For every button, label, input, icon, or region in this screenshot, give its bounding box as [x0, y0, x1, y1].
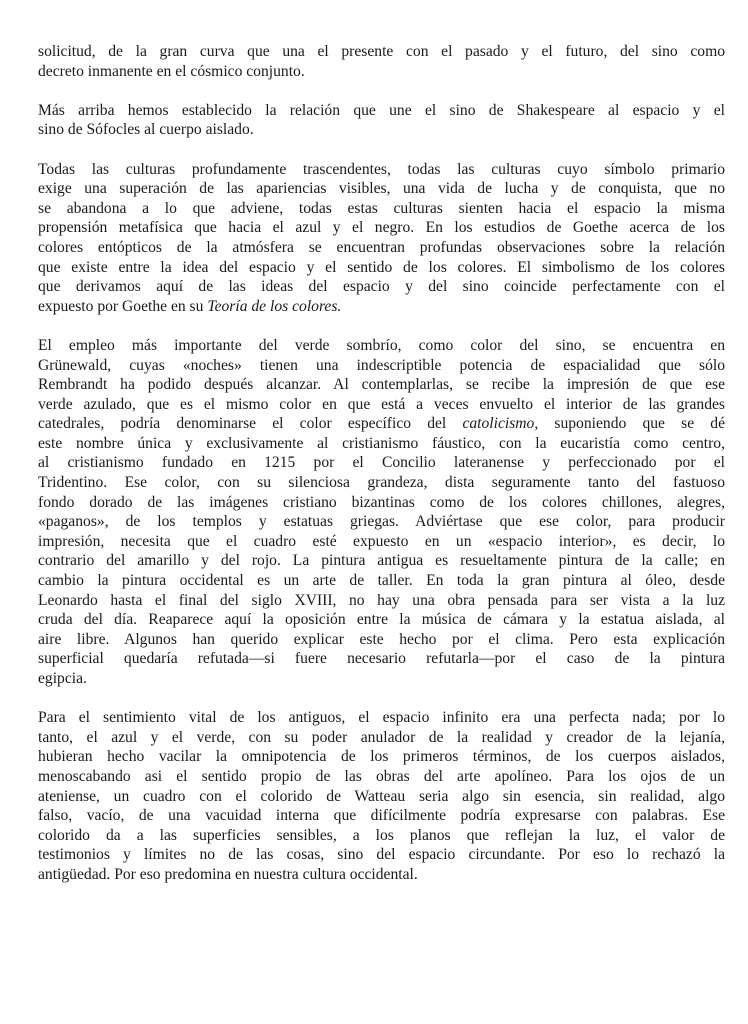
text-line: cruda del día. Reaparece aquí la oposición entre la música de cámara y la estatua aislada, al — [38, 611, 725, 629]
text-line: propensión metafísica que hacia el azul y el negro. En los estudios de Goethe acerca de los — [38, 219, 725, 237]
text-line: colorido da a las superficies sensibles, a los planos que reflejan la luz, el valor de — [38, 826, 725, 844]
text-line: Más arriba hemos establecido la relación que une el sino de Shakespeare al espacio y el — [38, 101, 725, 119]
text-line: al cristianismo fundado en 1215 por el Concilio lateranense y perfeccionado por el — [38, 454, 725, 472]
emphasis-italic: catolicismo, — [462, 415, 539, 433]
paragraph-5 — [38, 708, 725, 884]
text-line: que existe entre la idea del espacio y el sentido de los colores. El simbolismo de los colores — [38, 258, 725, 276]
text-span: catedrales, podría denominarse el color específico del — [38, 415, 463, 433]
text-line: falso, vacío, de una vacuidad interna que difícilmente podría expresarse con palabras. Ese — [38, 807, 725, 825]
text-line: impresión, necesita que el cuadro esté expuesto en un «espacio interior», es decir, lo — [38, 532, 725, 550]
paragraph-3 — [38, 160, 725, 317]
text-line: Tridentino. Ese color, con su silenciosa grandeza, dista seguramente tanto del fastuoso — [38, 474, 725, 492]
text-line: cambio la pintura occidental es un arte de taller. En toda la gran pintura al óleo, desde — [38, 572, 725, 590]
text-line: Para el sentimiento vital de los antiguos, el espacio infinito era una perfecta nada; por lo — [38, 709, 725, 727]
text-line — [38, 297, 725, 317]
text-line: superficial quedaría refutada—si fuere necesario refutarla—por el caso de la pintura — [38, 650, 725, 668]
text-line: testimonios y límites no de las cosas, sino del espacio circundante. Por eso lo rechazó la — [38, 846, 725, 864]
text-line: antigüedad. Por eso predomina en nuestra cultura occidental. — [38, 865, 418, 883]
text-line: ateniense, un cuadro con el colorido de Watteau seria algo sin esencia, sin realidad, algo — [38, 787, 725, 805]
text-line: Grünewald, cuyas «noches» tienen una indescriptible potencia de espacialidad que sólo — [38, 356, 725, 374]
text-line: hubieran hecho vacilar la omnipotencia de los primeros términos, de los cuerpos aislados, — [38, 748, 725, 766]
text-line: solicitud, de la gran curva que una el presente con el pasado y el futuro, del sino como — [38, 43, 725, 60]
text-line: tanto, el azul y el verde, con su poder anulador de la realidad y creador de la lejanía, — [38, 728, 725, 746]
book-title-italic: Teoría de los colores. — [207, 297, 342, 315]
text-line: exige una superación de las apariencias visibles, una vida de lucha y de conquista, que no — [38, 180, 725, 198]
text-line: contrario del amarillo y del rojo. La pintura antigua es resueltamente pintura de la calle; en — [38, 552, 725, 570]
document-page — [38, 42, 725, 904]
text-span: suponiendo que se dé — [538, 415, 726, 433]
text-line: Leonardo hasta el final del siglo XVIII, no hay una obra pensada para ser vista a la luz — [38, 591, 725, 609]
text-line: se abandona a lo que adviene, todas estas culturas sienten hacia el espacio la misma — [38, 199, 725, 217]
text-line: que derivamos aquí de las ideas del espacio y del sino coincide perfectamente con el — [38, 278, 725, 296]
text-line — [38, 414, 725, 434]
text-line: «paganos», de los templos y estatuas griegas. Adviértase que ese color, para producir — [38, 513, 725, 531]
text-line: aire libre. Algunos han querido explicar este hecho por el clima. Pero esta explicación — [38, 630, 725, 648]
text-line: este nombre única y exclusivamente al cristianismo fáustico, con la eucaristía como centro, — [38, 434, 725, 452]
text-line: egipcia. — [38, 670, 87, 687]
paragraph-2 — [38, 101, 725, 140]
text-line: verde azulado, que es el mismo color en que está a veces envuelto el interior de las grandes — [38, 395, 725, 413]
paragraph-1 — [38, 42, 725, 81]
text-line: fondo dorado de las imágenes cristiano bizantinas como de los colores chillones, alegres, — [38, 493, 725, 511]
text-line: sino de Sófocles al cuerpo aislado. — [38, 121, 254, 139]
text-line: Rembrandt ha podido después alcanzar. Al contemplarlas, se recibe la impresión de que ese — [38, 376, 725, 394]
text-line: decreto inmanente en el cósmico conjunto. — [38, 62, 305, 80]
text-span: expuesto por Goethe en su — [38, 297, 208, 315]
text-line: menoscabando asi el sentido propio de las obras del arte apolíneo. Para los ojos de un — [38, 767, 725, 785]
text-line: Todas las culturas profundamente trascendentes, todas las culturas cuyo símbolo primario — [38, 160, 725, 178]
text-line: El empleo más importante del verde sombrío, como color del sino, se encuentra en — [38, 336, 725, 354]
paragraph-4 — [38, 336, 725, 689]
text-line: colores entópticos de la atmósfera se encuentran profundas observaciones sobre la relación — [38, 238, 725, 256]
